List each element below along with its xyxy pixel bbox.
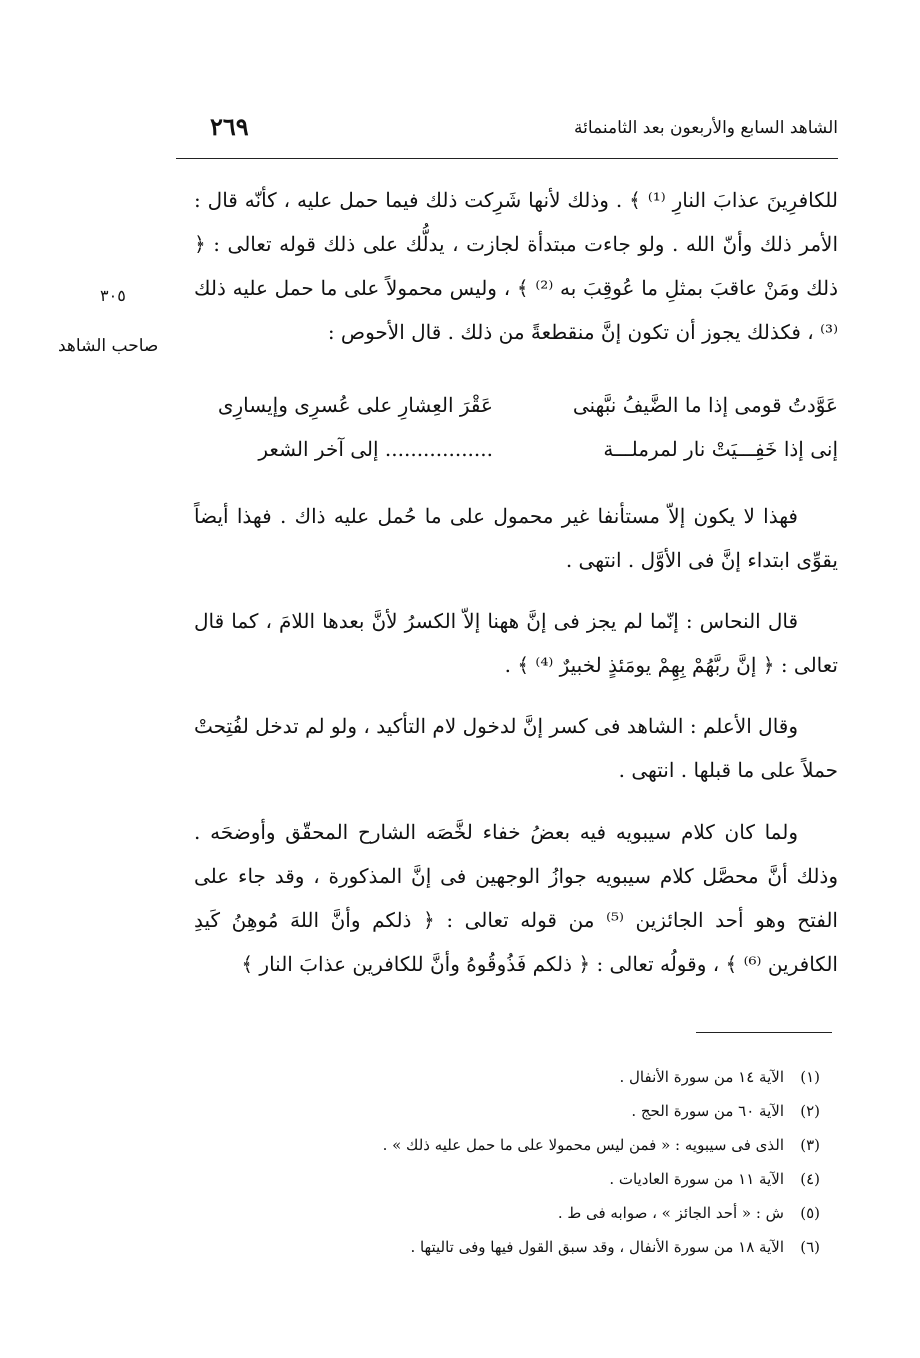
footnote-3 [340,1128,820,1162]
footnote-text: الآية ١١ من سورة العاديات . [609,1170,784,1188]
footnote-number: (٤) [800,1170,820,1188]
verse-1-second-hemistich: عَقْرَ العِشارِ على عُسرِى وإيسارِى [217,393,493,417]
footnote-divider [696,1032,832,1033]
margin-page-reference: ٣٠٥ [100,286,126,305]
footnote-text: الذى فى سيبويه : « فمن ليس محمولا على ما حمل عليه ذلك » . [382,1136,784,1154]
footnote-number: (٥) [800,1204,820,1222]
verse-1-first-hemistich: عَوَّدتُ قومى إذا ما الضَّيفُ نبَّهنى [572,393,838,417]
footnote-text: الآية ٦٠ من سورة الحج . [631,1102,784,1120]
paragraph-2 [194,494,838,582]
footnote-number: (٢) [800,1102,820,1120]
page-number: ٢٦٩ [210,112,249,141]
verse-2-first-hemistich: إنى إذا خَفِـــيَتْ نار لمرملـــة [603,437,838,461]
paragraph-5 [194,810,838,986]
header-divider [176,158,838,159]
running-title: الشاهد السابع والأربعون بعد الثامنمائة [574,118,838,138]
poem-verses [194,383,838,471]
paragraph-1-text: للكافرِينَ عذابَ النارِ ⁽¹⁾ ﴾ . وذلك لأنها شَرِكت ذلك فيما حمل عليه ، كأنّه قال : الأمر ذلك وأنّ الله . ولو جاءت مبتدأة لجازت ، يدلُّك على ذلك قوله تعالى : ﴿ ذلك ومَنْ عاقبَ بمثلِ ما عُوقِبَ به ⁽²⁾ ﴾ ، وليس محمولاً على ما حمل عليه ذلك ⁽³⁾ ، فكذلك يجوز أن تكون إنَّ منقطعةً من ذلك . قال الأحوص : [194,188,838,344]
footnote-number: (١) [800,1068,820,1086]
footnote-number: (٣) [800,1136,820,1154]
footnote-5 [340,1196,820,1230]
footnote-text: الآية ١٤ من سورة الأنفال . [619,1068,784,1086]
paragraph-3 [194,599,838,687]
footnote-number: (٦) [800,1238,820,1256]
verse-2 [194,427,838,471]
verse-1 [194,383,838,427]
footnote-6 [340,1230,820,1264]
footnote-2 [340,1094,820,1128]
paragraph-1 [194,178,838,354]
paragraph-4-text: وقال الأعلم : الشاهد فى كسر إنَّ لدخول لام التأكيد ، ولو لم تدخل لفُتِحتْ حملاً على ما قبلها . انتهى . [194,714,838,782]
footnotes [340,1060,820,1264]
footnote-4 [340,1162,820,1196]
paragraph-4 [194,704,838,792]
footnote-text: ش : « أحد الجائز » ، صوابه فى ط . [557,1204,784,1222]
footnote-1 [340,1060,820,1094]
footnote-text: الآية ١٨ من سورة الأنفال ، وقد سبق القول فيها وفى تاليتها . [410,1238,784,1256]
page-header [176,112,838,152]
paragraph-5-text: ولما كان كلام سيبويه فيه بعضُ خفاء لخَّصَه الشارح المحقّق وأوضحَه . وذلك أنَّ محصَّل كلام سيبويه جوازُ الوجهين فى إنَّ المذكورة ، وقد جاء على الفتح وهو أحد الجائزين ⁽⁵⁾ من قوله تعالى : ﴿ ذلكم وأنَّ اللهَ مُوهِنُ كَيدِ الكافرين ⁽⁶⁾ ﴾ ، وقولُه تعالى : ﴿ ذلكم فَذُوقُوهُ وأنَّ للكافرين عذابَ النار ﴾ [194,820,838,976]
paragraph-3-text: قال النحاس : إنّما لم يجز فى إنَّ ههنا إلاّ الكسرُ لأنَّ بعدها اللامَ ، كما قال تعالى : ﴿ إنَّ ربَّهُمْ بِهِمْ يومَئذٍ لخبيرٌ ⁽⁴⁾ ﴾ . [194,609,838,677]
margin-label: صاحب الشاهد [58,336,159,356]
paragraph-2-text: فهذا لا يكون إلاّ مستأنفا غير محمول على ما حُمل عليه ذاك . فهذا أيضاً يقوِّى ابتداء إنَّ فى الأوَّل . انتهى . [194,504,838,572]
verse-2-second-hemistich: ................. إلى آخر الشعر [258,437,493,461]
